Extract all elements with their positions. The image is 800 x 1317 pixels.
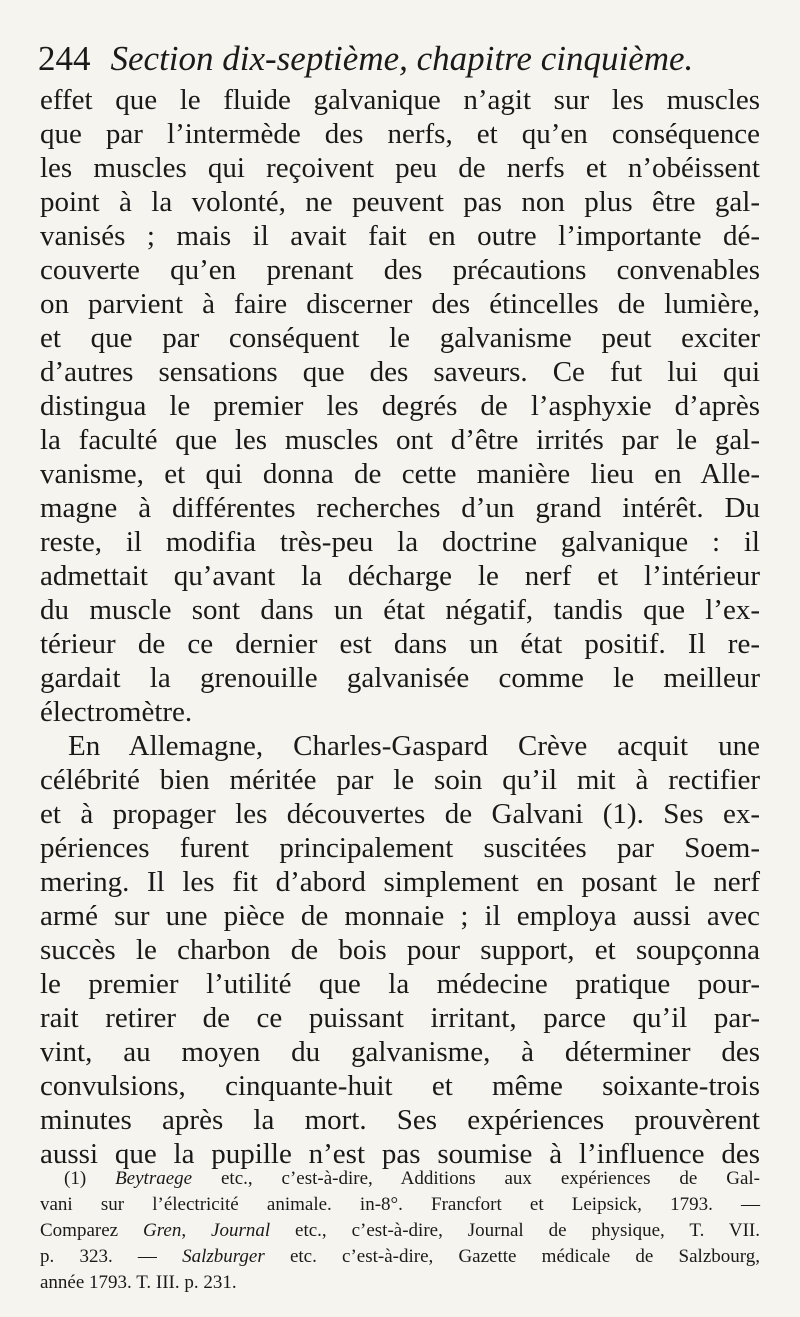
text-line: électromètre. <box>40 696 193 728</box>
text-line: vanisés ; mais il avait fait en outre l’importante dé- <box>40 220 760 252</box>
footnote-italic: Beytraege <box>115 1168 193 1189</box>
text-line: En Allemagne, Charles-Gaspard Crève acquit une <box>68 730 760 762</box>
text-line: rait retirer de ce puissant irritant, parce qu’il par- <box>40 1002 760 1034</box>
footnote-line <box>40 1244 760 1270</box>
text-line: distingua le premier les degrés de l’asphyxie d’après <box>40 390 760 422</box>
text-line: aussi que la pupille n’est pas soumise à l’influence des <box>40 1138 760 1170</box>
footnote-italic: Journal <box>211 1220 271 1241</box>
footnote-mark: (1) <box>64 1168 87 1189</box>
text-line: du muscle sont dans un état négatif, tandis que l’ex- <box>40 594 760 626</box>
footnote-line <box>40 1218 760 1244</box>
footnote-line: année 1793. T. III. p. 231. <box>40 1272 237 1293</box>
text-line: vanisme, et qui donna de cette manière lieu en Alle- <box>40 458 760 490</box>
text-line: minutes après la mort. Ses expériences prouvèrent <box>40 1104 760 1136</box>
text-line: mering. Il les fit d’abord simplement en posant le nerf <box>40 866 760 898</box>
footnote-text: p. 323. — <box>40 1246 183 1267</box>
text-line: couverte qu’en prenant des précautions convenables <box>40 254 760 286</box>
text-line: d’autres sensations que des saveurs. Ce fut lui qui <box>40 356 760 388</box>
text-line: reste, il modifia très-peu la doctrine galvanique : il <box>40 526 760 558</box>
footnote-text: etc., c’est-à-dire, Journal de physique, T. VII. <box>270 1220 761 1241</box>
text-line: on parvient à faire discerner des étincelles de lumière, <box>40 288 760 320</box>
footnote-italic: Salzburger <box>182 1246 265 1267</box>
text-line: convulsions, cinquante-huit et même soixante-trois <box>40 1070 760 1102</box>
page-number: 244 <box>38 39 91 78</box>
footnote-text: , <box>181 1220 212 1241</box>
footnote-line: vani sur l’électricité animale. in-8°. Francfort et Leipsick, 1793. — <box>40 1194 760 1215</box>
text-line: que par l’intermède des nerfs, et qu’en conséquence <box>40 118 760 150</box>
text-line: térieur de ce dernier est dans un état positif. Il re- <box>40 628 760 660</box>
text-line: effet que le fluide galvanique n’agit sur les muscles <box>40 84 760 116</box>
text-line: et à propager les découvertes de Galvani (1). Ses ex- <box>40 798 760 830</box>
text-line: périences furent principalement suscitées par Soem- <box>40 832 760 864</box>
running-title: Section dix-septième, chapitre cinquième. <box>110 39 694 78</box>
text-line: succès le charbon de bois pour support, et soupçonna <box>40 934 760 966</box>
text-line: le premier l’utilité que la médecine pratique pour- <box>40 968 760 1000</box>
footnote-text: Comparez <box>40 1220 143 1241</box>
text-line: célébrité bien méritée par le soin qu’il mit à rectifier <box>40 764 760 796</box>
text-line: armé sur une pièce de monnaie ; il employa aussi avec <box>40 900 760 932</box>
text-line: et que par conséquent le galvanisme peut exciter <box>40 322 760 354</box>
footnote-text: etc. c’est-à-dire, Gazette médicale de Salzbourg, <box>264 1246 760 1267</box>
text-line: vint, au moyen du galvanisme, à déterminer des <box>40 1036 760 1068</box>
text-line: admettait qu’avant la décharge le nerf et l’intérieur <box>40 560 760 592</box>
footnote-text: etc., c’est-à-dire, Additions aux expériences de Gal- <box>192 1168 760 1189</box>
text-line: gardait la grenouille galvanisée comme le meilleur <box>40 662 760 694</box>
running-header <box>38 34 768 84</box>
footnote-italic: Gren <box>143 1220 182 1241</box>
text-line: la faculté que les muscles ont d’être irrités par le gal- <box>40 424 760 456</box>
text-line: point à la volonté, ne peuvent pas non plus être gal- <box>40 186 760 218</box>
footnote-line <box>64 1166 760 1192</box>
text-line: les muscles qui reçoivent peu de nerfs et n’obéissent <box>40 152 760 184</box>
text-line: magne à différentes recherches d’un grand intérêt. Du <box>40 492 760 524</box>
